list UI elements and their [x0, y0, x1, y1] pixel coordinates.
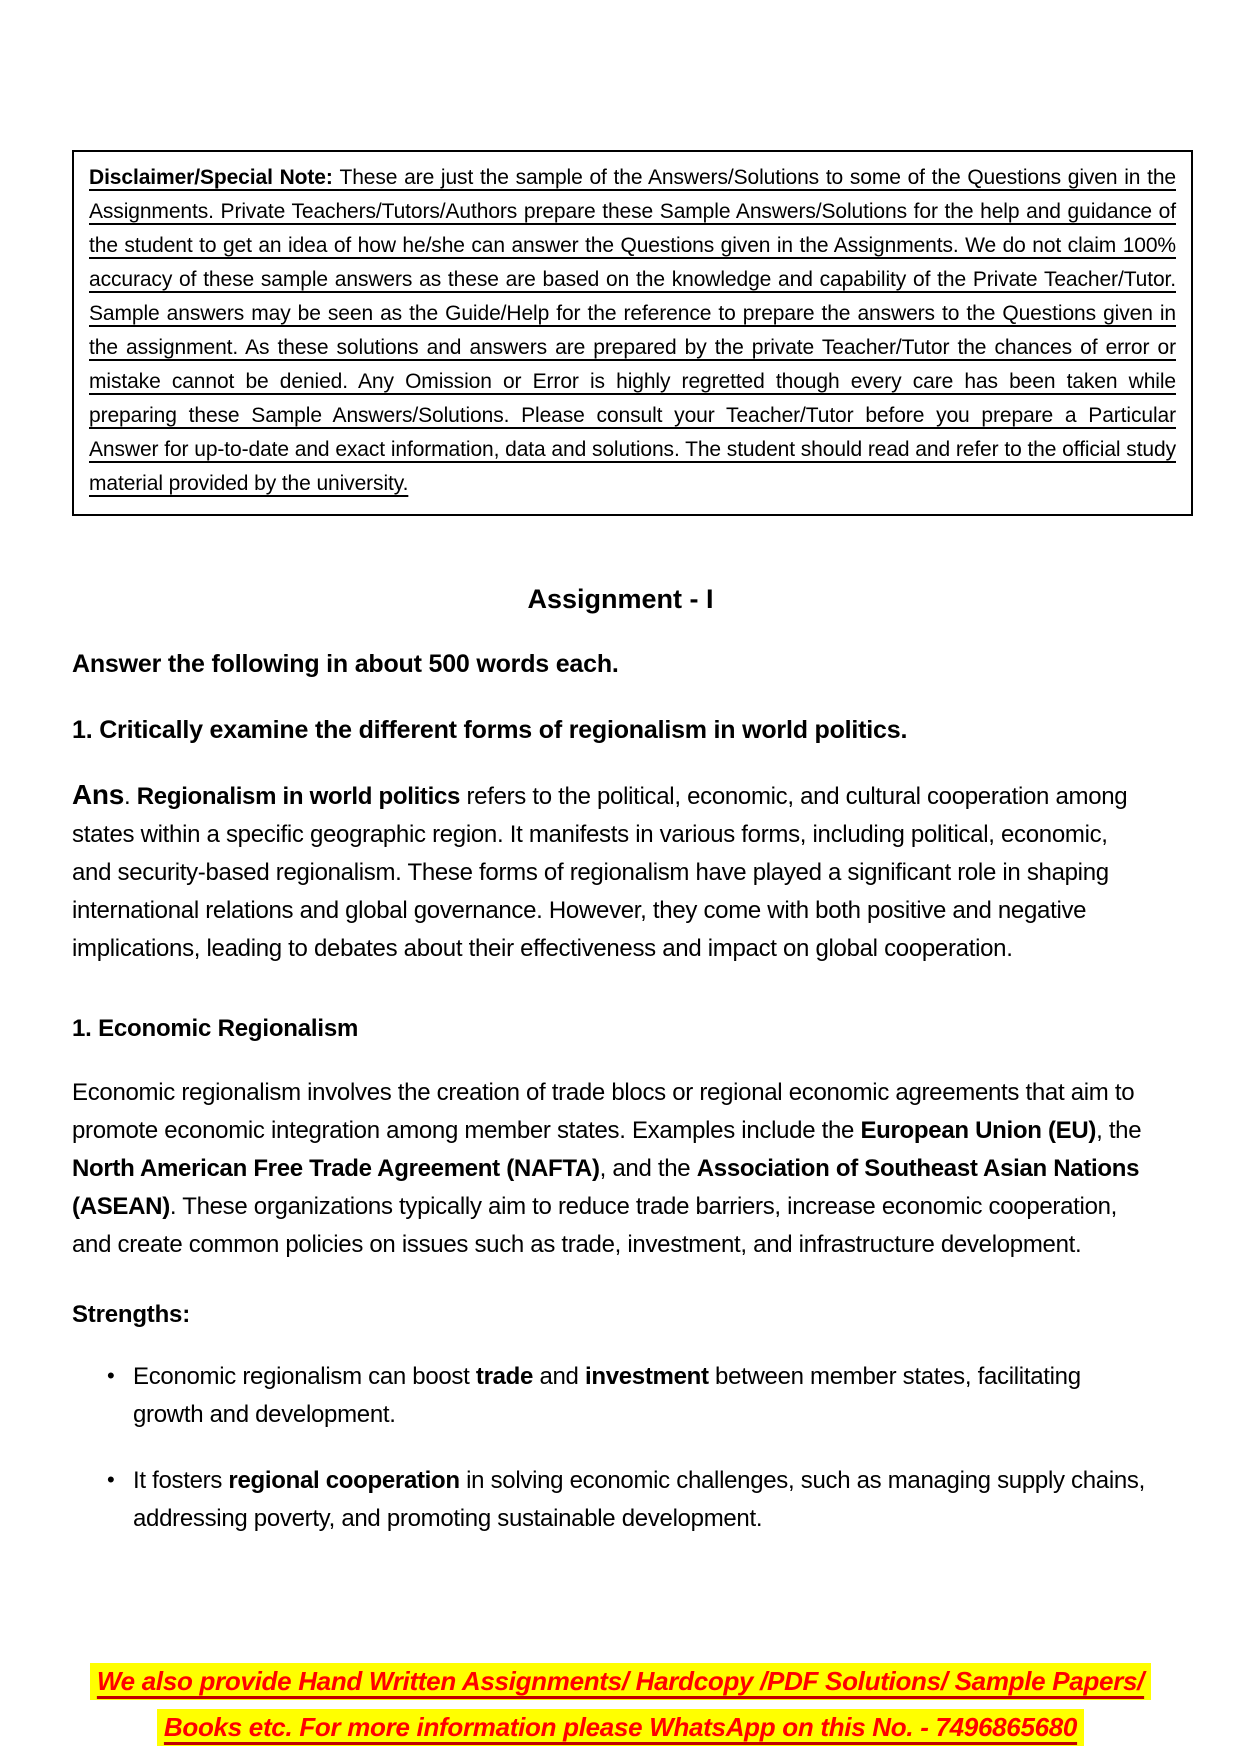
answer-1-intro-paragraph: Ans. Regionalism in world politics refers to the political, economic, and cultural cooperation among states within a specific geographic region. It manifests in various forms, including political, economic, and security-based regionalism. These forms of regionalism have played a significant role in shaping international relations and global governance. However, they come with both positive and negative implications, leading to debates about their effectiveness and impact on global cooperation.: [72, 779, 1128, 962]
promo-line-2: Books etc. For more information please WhatsApp on this No. - 7496865680: [157, 1709, 1084, 1746]
disclaimer-box: [72, 150, 1193, 516]
strength-item-2: • It fosters regional cooperation in solving economic challenges, such as managing supply chains, addressing poverty, and promoting sustainable development.: [72, 1462, 1150, 1538]
disclaimer-note: Disclaimer/Special Note: These are just the sample of the Answers/Solutions to some of the Questions given in the Assignments. Private Teachers/Tutors/Authors prepare these Sample Answers/Solutions for the help and guidance of the student to get an idea of how he/she can answer the Questions given in the Assignments. We do not claim 100% accuracy of these sample answers as these are based on the knowledge and capability of the Private Teacher/Tutor. Sample answers may be seen as the Guide/Help for the reference to prepare the answers to the Questions given in the assignment. As these solutions and answers are prepared by the private Teacher/Tutor the chances of error or mistake cannot be denied. Any Omission or Error is highly regretted though every care has been taken while preparing these Sample Answers/Solutions. Please consult your Teacher/Tutor before you prepare a Particular Answer for up-to-date and exact information, data and solutions. The student should read and refer to the official study material provided by the university.: [89, 166, 1176, 495]
promo-line-1: We also provide Hand Written Assignments/ Hardcopy /PDF Solutions/ Sample Papers/: [90, 1663, 1151, 1700]
strength-item-1: • Economic regionalism can boost trade and investment between member states, facilitating growth and development.: [72, 1358, 1150, 1434]
assignment-title: Assignment - I: [527, 584, 714, 614]
promo-footer: [0, 1660, 1241, 1752]
question-1-heading: 1. Critically examine the different forms of regionalism in world politics.: [72, 716, 908, 744]
economic-regionalism-heading: 1. Economic Regionalism: [72, 1015, 359, 1042]
document-body: [72, 648, 1150, 1538]
promo-line-1-wrap: [0, 1661, 1241, 1706]
strengths-label: Strengths:: [72, 1301, 191, 1328]
strengths-list: [72, 1358, 1150, 1538]
instruction-line: Answer the following in about 500 words each.: [72, 650, 619, 678]
promo-line-2-wrap: [0, 1707, 1241, 1752]
economic-regionalism-paragraph: Economic regionalism involves the creation of trade blocs or regional economic agreements that aim to promote economic integration among member states. Examples include the European Union (EU), the North American Free Trade Agreement (NAFTA), and the Association of Southeast Asian Nations (ASEAN). These organizations typically aim to reduce trade barriers, increase economic cooperation, and create common policies on issues such as trade, investment, and infrastructure development.: [72, 1079, 1142, 1258]
